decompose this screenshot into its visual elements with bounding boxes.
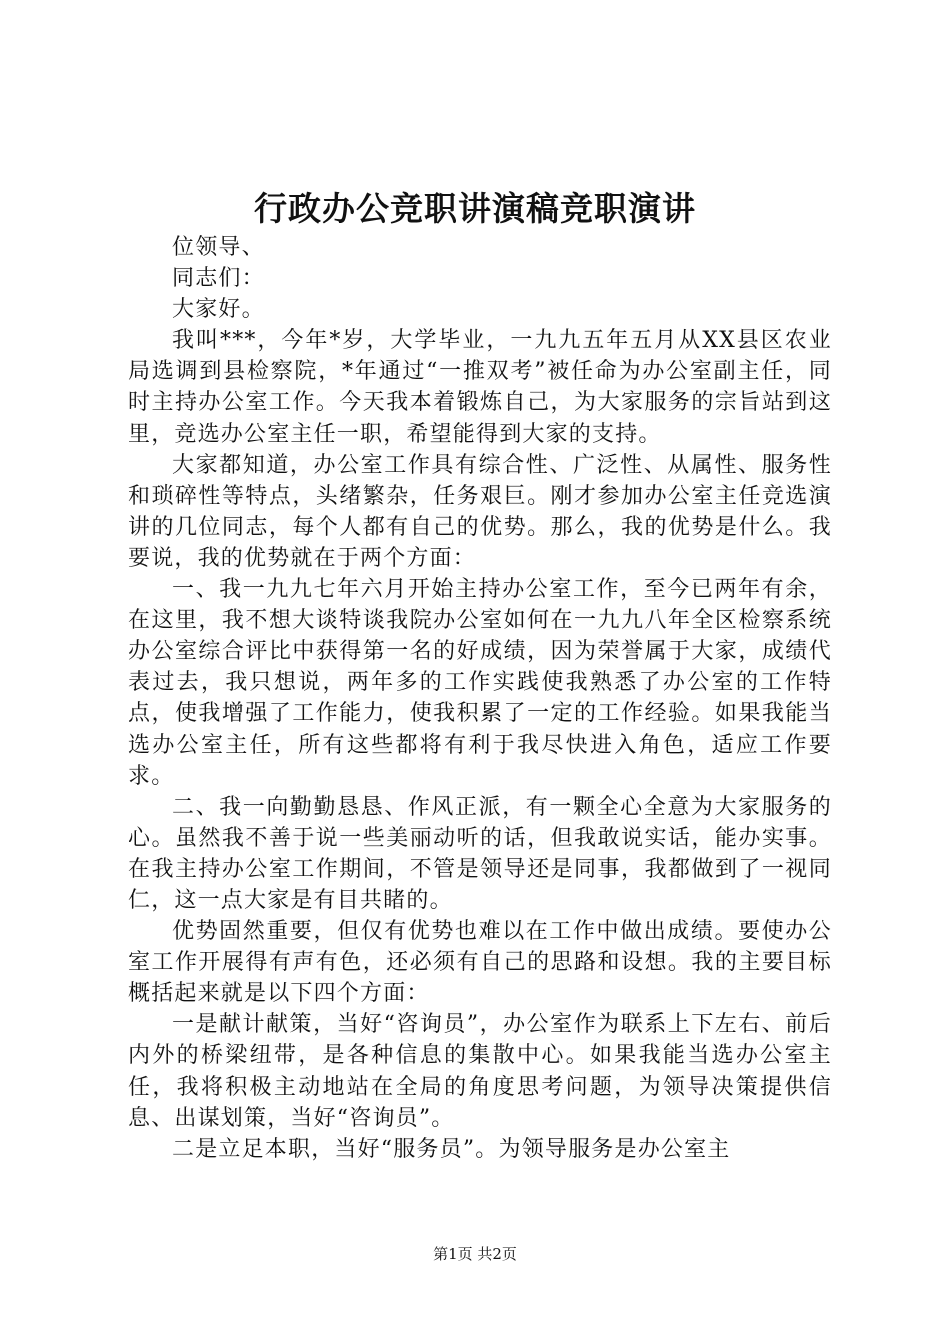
paragraph-salutation-comrades: 同志们：	[172, 266, 265, 292]
paragraph-advantage-one: 一、我一九九七年六月开始主持办公室工作，至今已两年有余，在这里，我不想大谈特谈我院办公室如何在一九九八年全区检察系统办公室综合评比中获得第一名的好成绩，因为荣誉属于大家，成绩代表过去，我只想说，两年多的工作实践使我熟悉了办公室的工作特点，使我增强了工作能力，使我积累了一定的工作经验。如果我能当选办公室主任，所有这些都将有利于我尽快进入角色，适应工作要求。	[128, 577, 832, 789]
page-footer: 第1页 共2页	[433, 1245, 517, 1263]
paragraph-salutation-leaders: 位领导、	[172, 235, 265, 260]
paragraph-advantage-two: 二、我一向勤勤恳恳、作风正派，有一颗全心全意为大家服务的心。虽然我不善于说一些美丽动听的话，但我敢说实话，能办实事。在我主持办公室工作期间，不管是领导还是同事，我都做到了一视同仁，这一点大家是有目共睹的。	[128, 794, 832, 913]
paragraph-office-characteristics: 大家都知道，办公室工作具有综合性、广泛性、从属性、服务性和琐碎性等特点，头绪繁杂，任务艰巨。刚才参加办公室主任竞选演讲的几位同志，每个人都有自己的优势。那么，我的优势是什么。我要说，我的优势就在于两个方面：	[128, 452, 832, 571]
document-body	[128, 232, 832, 1165]
paragraph-goal-two: 二是立足本职，当好“服务员”。为领导服务是办公室主	[172, 1136, 731, 1162]
paragraph-self-introduction: 我叫***，今年*岁，大学毕业，一九九五年五月从XX县区农业局选调到县检察院，*年通过“一推双考”被任命为办公室副主任，同时主持办公室工作。今天我本着锻炼自己，为大家服务的宗旨站到这里，竞选办公室主任一职，希望能得到大家的支持。	[128, 328, 832, 447]
paragraph-greeting: 大家好。	[172, 297, 265, 323]
paragraph-goals-intro: 优势固然重要，但仅有优势也难以在工作中做出成绩。要使办公室工作开展得有声有色，还必须有自己的思路和设想。我的主要目标概括起来就是以下四个方面：	[128, 919, 832, 1007]
paragraph-goal-one: 一是献计献策，当好“咨询员”，办公室作为联系上下左右、前后内外的桥梁纽带，是各种信息的集散中心。如果我能当选办公室主任，我将积极主动地站在全局的角度思考问题，为领导决策提供信息、出谋划策，当好“咨询员”。	[128, 1012, 832, 1131]
document-title: 行政办公竞职讲演稿竞职演讲	[254, 189, 696, 228]
